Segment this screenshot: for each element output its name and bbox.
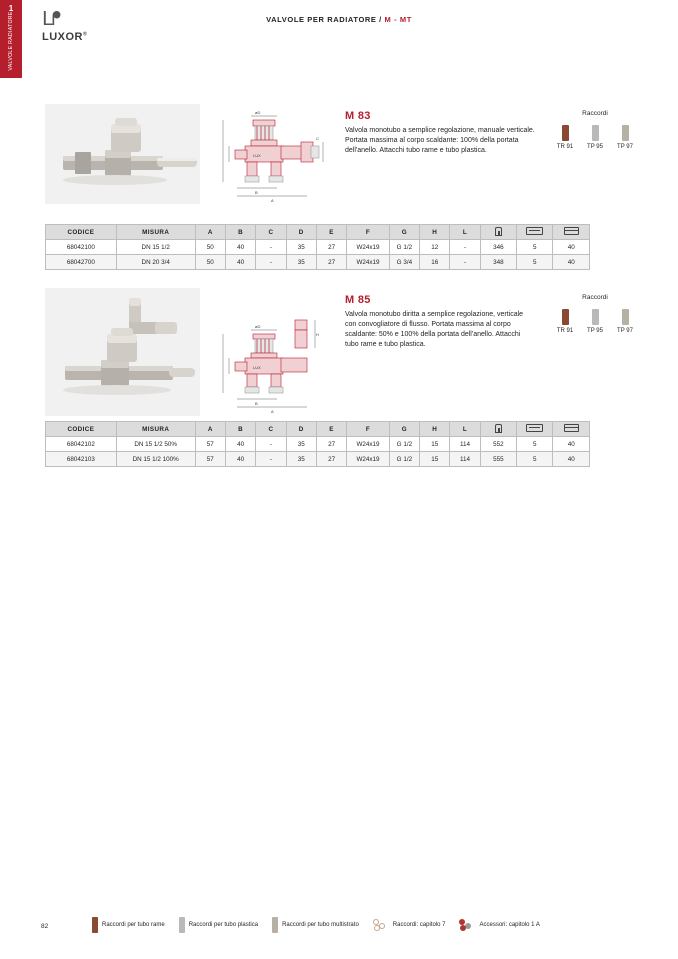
cell-b: 40 [225,452,255,467]
cell-f: W24x19 [347,452,389,467]
table-row [46,437,590,452]
cell-g: G 1/2 [389,437,419,452]
cell-codice: 68042103 [46,452,117,467]
product-info [345,110,535,156]
cell-pack: 5 [517,437,553,452]
cell-l: - [450,240,480,255]
logo-mark: ᒪᖰ [42,9,61,30]
page-number: 82 [41,923,49,930]
drawing-label-a: A [271,198,274,203]
cell-e: 27 [316,255,346,270]
fittings-title: Raccordi [582,110,608,117]
fitting-label: TP 95 [587,144,603,150]
cell-g: G 1/2 [389,240,419,255]
cell-misura: DN 20 3/4 [116,255,195,270]
th-g: G [389,422,419,437]
cell-misura: DN 15 1/2 50% [116,437,195,452]
legend-swatch-plastic [179,917,185,933]
th-h: H [420,225,450,240]
legend-label: Accessori: capitolo 1 A [479,922,540,928]
cell-box: 40 [553,437,590,452]
th-h: H [420,422,450,437]
drawing-label-b: B [255,401,258,406]
cell-e: 27 [316,452,346,467]
cell-h: 15 [420,452,450,467]
th-codice: CODICE [46,225,117,240]
fitting-tr91 [552,125,578,150]
product-info [345,294,535,350]
th-box-icon [553,422,590,437]
drawing-label-h: H [316,332,319,337]
th-a: A [195,422,225,437]
th-misura: MISURA [116,422,195,437]
cell-l: 114 [450,437,480,452]
fitting-label: TP 95 [587,328,603,334]
fitting-tp95 [582,125,608,150]
cell-d: 35 [286,255,316,270]
page-title-accent: M - MT [384,15,412,24]
drawing-label-brand: LUX [253,365,261,370]
drawing-label-c: C [316,136,319,141]
technical-drawing [215,314,345,414]
legend-swatch-multilayer [272,917,278,933]
table-row [46,255,590,270]
th-d: D [286,422,316,437]
th-b: B [225,225,255,240]
fitting-label: TP 97 [617,328,633,334]
cell-pack: 5 [517,452,553,467]
box-icon [564,424,579,432]
legend-item-plastic [179,917,258,933]
cell-d: 35 [286,452,316,467]
fitting-swatch-multilayer [622,309,629,325]
cell-codice: 68042700 [46,255,117,270]
cell-e: 27 [316,240,346,255]
fitting-label: TP 97 [617,144,633,150]
cell-box: 40 [553,240,590,255]
th-box-icon [553,225,590,240]
cell-f: W24x19 [347,240,389,255]
cell-codice: 68042100 [46,240,117,255]
rings-icon [373,918,389,932]
fitting-swatch-plastic [592,125,599,141]
logo-wordmark: LUXOR® [42,31,88,43]
legend-item-multilayer [272,917,359,933]
cell-box: 40 [553,452,590,467]
cell-key: 346 [480,240,516,255]
cell-pack: 5 [517,255,553,270]
legend-item-copper [92,917,165,933]
product-code: M 85 [345,294,371,306]
th-key-icon [480,225,516,240]
fitting-tp95 [582,309,608,334]
drawing-label-diameter: øD [255,324,261,329]
box-icon [564,227,579,235]
fittings-legend [550,294,640,334]
cell-a: 57 [195,437,225,452]
key-icon [495,227,502,236]
th-c: C [256,225,286,240]
th-pack-icon [517,422,553,437]
legend-label: Raccordi per tubo multistrato [282,922,359,928]
legend-swatch-copper [92,917,98,933]
legend-item-accessori-chapter [459,918,539,932]
cell-c: - [256,240,286,255]
cell-d: 35 [286,240,316,255]
technical-drawing [215,106,345,206]
table-row [46,240,590,255]
cell-a: 50 [195,255,225,270]
th-c: C [256,422,286,437]
drawing-label-brand: LUX [253,153,261,158]
legend-label: Raccordi: capitolo 7 [392,922,446,928]
cell-c: - [256,437,286,452]
cell-key: 555 [480,452,516,467]
drawing-label-b: B [255,190,258,195]
cell-b: 40 [225,240,255,255]
dots-icon [459,918,475,932]
th-key-icon [480,422,516,437]
cell-pack: 5 [517,240,553,255]
cell-l: - [450,255,480,270]
drawing-label-diameter: øD [255,110,261,115]
cell-codice: 68042102 [46,437,117,452]
th-a: A [195,225,225,240]
cell-b: 40 [225,437,255,452]
fitting-tr91 [552,309,578,334]
product-description: Valvola monotubo diritta a semplice regolazione, verticale con convogliatore di flusso. Portata massima al corpo scaldante: 50% e 100% della portata dell'anello. Attacchi tubo rame e tubo plastica. [345,311,524,348]
th-codice: CODICE [46,422,117,437]
th-f: F [347,422,389,437]
product-photo [45,288,200,416]
th-e: E [316,225,346,240]
cell-misura: DN 15 1/2 [116,240,195,255]
th-e: E [316,422,346,437]
table-header-row [46,422,590,437]
th-pack-icon [517,225,553,240]
cell-c: - [256,255,286,270]
cell-f: W24x19 [347,437,389,452]
cell-d: 35 [286,437,316,452]
th-l: L [450,422,480,437]
th-g: G [389,225,419,240]
table-row [46,452,590,467]
page-title-main: VALVOLE PER RADIATORE / [266,15,385,24]
cell-h: 12 [420,240,450,255]
cell-g: G 3/4 [389,255,419,270]
fitting-swatch-copper [562,125,569,141]
chapter-tab [0,0,22,78]
legend-label: Raccordi per tubo plastica [188,922,259,928]
product-photo [45,104,200,204]
key-icon [495,424,502,433]
fitting-tp97 [612,125,638,150]
cell-g: G 1/2 [389,452,419,467]
legend-label: Raccordi per tubo rame [102,922,165,928]
th-d: D [286,225,316,240]
chapter-label: VALVOLE RADIATORE [8,11,14,71]
cell-key: 552 [480,437,516,452]
cell-key: 348 [480,255,516,270]
drawing-label-a: A [271,409,274,414]
footer-legend [92,917,548,933]
fittings-title: Raccordi [582,294,608,301]
cell-box: 40 [553,255,590,270]
fitting-swatch-copper [562,309,569,325]
fitting-tp97 [612,309,638,334]
fitting-label: TR 91 [556,328,574,334]
cell-l: 114 [450,452,480,467]
th-b: B [225,422,255,437]
fitting-swatch-plastic [592,309,599,325]
th-misura: MISURA [116,225,195,240]
cell-a: 50 [195,240,225,255]
product-code: M 83 [345,110,371,122]
product-description: Valvola monotubo a semplice regolazione, manuale verticale. Portata massima al corpo scaldante: 100% della portata dell'anello. Attacchi tubo rame e tubo plastica. [345,127,535,154]
cell-c: - [256,452,286,467]
fittings-legend [550,110,640,150]
cell-e: 27 [316,437,346,452]
cell-a: 57 [195,452,225,467]
cell-misura: DN 15 1/2 100% [116,452,195,467]
page-footer [0,917,678,937]
fitting-swatch-multilayer [622,125,629,141]
spec-table-m83 [45,224,590,270]
cell-h: 15 [420,437,450,452]
cell-b: 40 [225,255,255,270]
chapter-number: 1 [8,4,14,13]
cell-f: W24x19 [347,255,389,270]
th-f: F [347,225,389,240]
spec-table-m85 [45,421,590,467]
fitting-label: TR 91 [556,144,574,150]
legend-item-raccordi-chapter [373,918,446,932]
carton-icon [526,227,543,235]
table-header-row [46,225,590,240]
carton-icon [526,424,543,432]
cell-h: 16 [420,255,450,270]
page-title [0,15,678,24]
th-l: L [450,225,480,240]
